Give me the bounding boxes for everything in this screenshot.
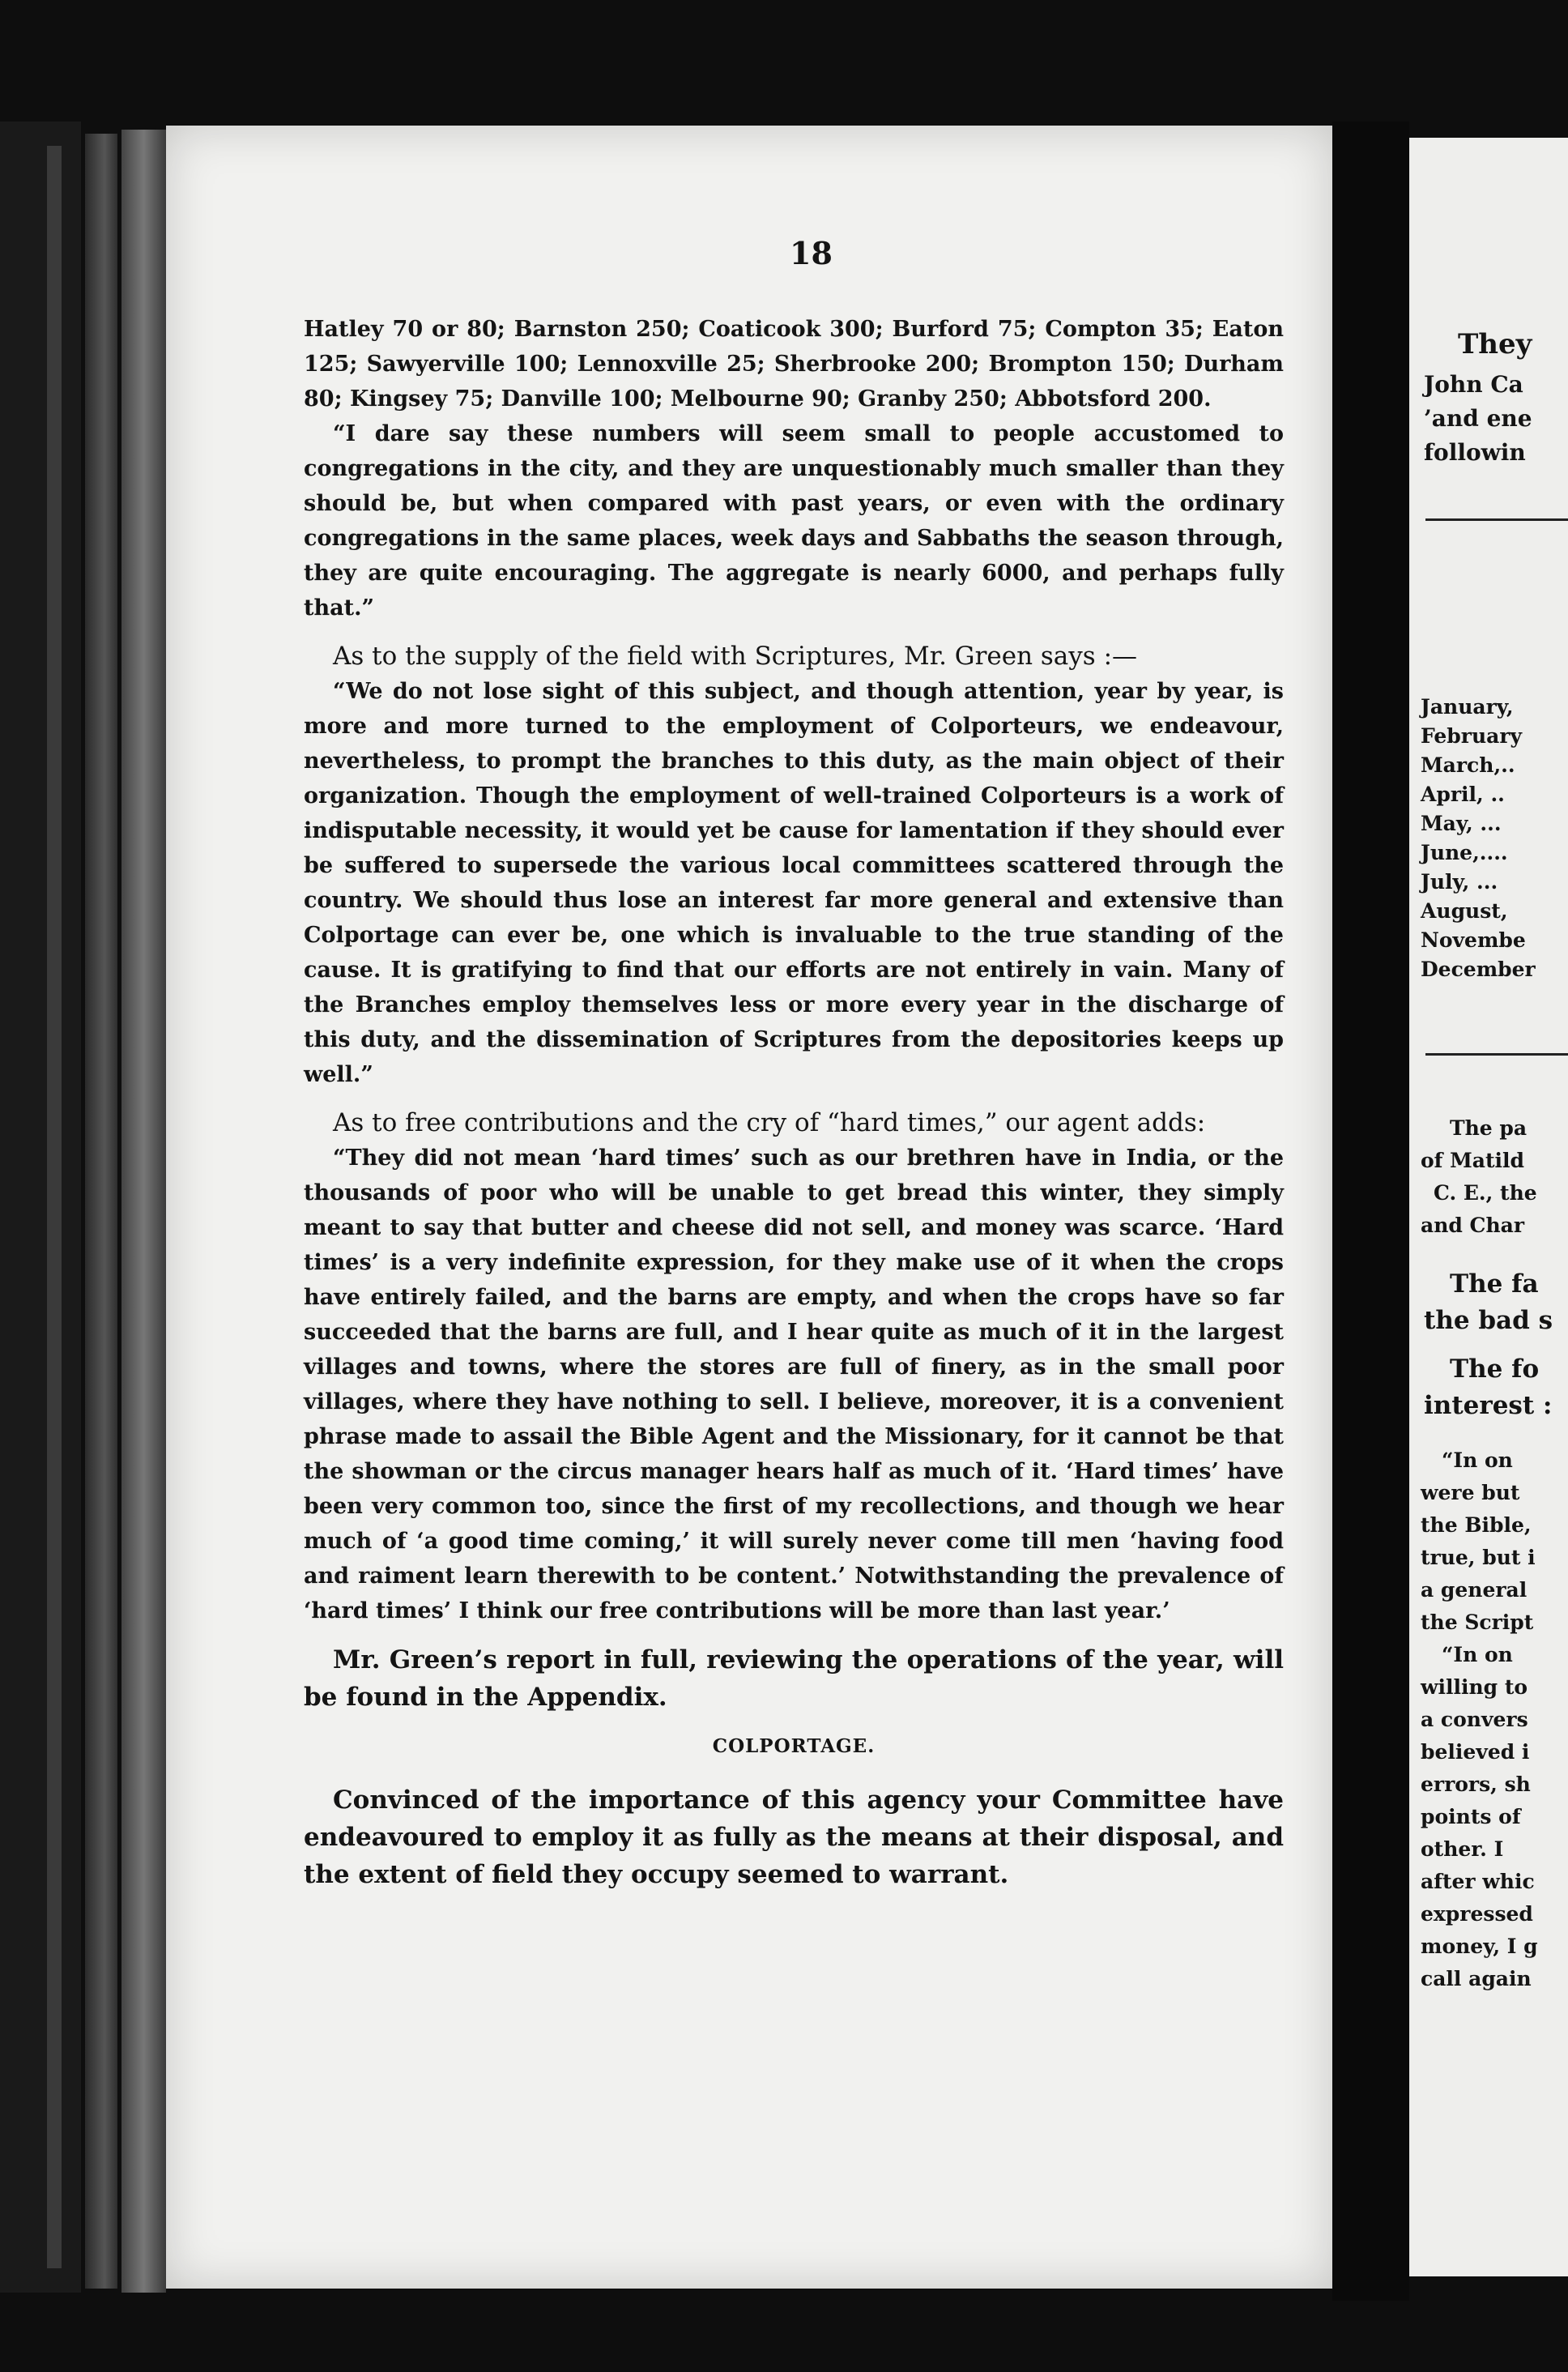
rp-line: after whic <box>1421 1870 1535 1893</box>
rp-month: May, ... <box>1421 812 1502 835</box>
rp-line: other. I <box>1421 1837 1504 1861</box>
rp-line: followin <box>1424 439 1526 466</box>
rp-month: Novembe <box>1421 928 1526 952</box>
rp-line: The pa <box>1450 1116 1528 1140</box>
rp-line: expressed <box>1421 1902 1533 1926</box>
rp-line: willing to <box>1421 1675 1528 1699</box>
paragraph-quote-scriptures: “We do not lose sight of this subject, and though attention, year by year, is more and more turned to the employment of Colporteurs, we endeavour, nevertheless, to prompt the branches to this duty, as the main object of their organization. Though the employment of well-trained Colporteurs is a work of indisputable necessity, it would yet be cause for lamentation if they should ever be suffered to supersede the various local committees scattered through the country. We should thus lose an interest far more general and extensive than Colportage can ever be, one which is invaluable to the true standing of the cause. It is gratifying to find that our efforts are not entirely in vain. Many of the Branches employ themselves less or more every year in the discharge of this duty, and the dissemination of Scriptures from the depositories keeps up well.” <box>304 679 1284 1087</box>
rp-line: “In on <box>1442 1643 1513 1666</box>
page-stack-edge <box>85 134 117 2289</box>
rp-line: believed i <box>1421 1740 1530 1764</box>
rp-line: a convers <box>1421 1708 1528 1731</box>
right-page-fragment <box>1409 138 1568 2276</box>
text-column <box>304 312 1284 1893</box>
rp-month: March,.. <box>1421 753 1515 777</box>
rp-line: The fa <box>1450 1269 1539 1299</box>
rp-line: errors, sh <box>1421 1773 1531 1796</box>
rp-month: July, ... <box>1421 870 1498 894</box>
rp-line: money, I g <box>1421 1935 1538 1958</box>
rp-line: true, but i <box>1421 1546 1536 1569</box>
rp-line: call again <box>1421 1967 1532 1990</box>
rp-line: ’and ene <box>1424 405 1532 432</box>
rp-line: John Ca <box>1424 371 1523 398</box>
rp-month: December <box>1421 958 1536 981</box>
rp-rule <box>1425 1053 1568 1056</box>
rp-line: of Matild <box>1421 1149 1525 1172</box>
paragraph-contributions-intro: As to free contributions and the cry of “hard times,” our agent adds: <box>333 1108 1206 1137</box>
rp-line: the Bible, <box>1421 1513 1532 1537</box>
book-gutter <box>1332 122 1409 2301</box>
rp-line: points of <box>1421 1805 1521 1828</box>
paragraph-colportage: Convinced of the importance of this agency your Committee have endeavoured to employ it as fully as the means at their disposal, and the extent of field they occupy seemed to warrant. <box>304 1785 1284 1889</box>
rp-month: June,.... <box>1421 841 1508 864</box>
rp-line: C. E., the <box>1434 1181 1537 1205</box>
rp-line: the bad s <box>1424 1306 1553 1335</box>
rp-line: “In on <box>1442 1448 1513 1472</box>
book-spine-shadow <box>0 122 81 2293</box>
paragraph-quote-hard-times: “They did not mean ‘hard times’ such as our brethren have in India, or the thousands of poor who will be unable to get bread this winter, they simply meant to say that butter and cheese did not sell, and money was scarce. ‘Hard times’ is a very indefinite expression, for they make use of it when the crops have entirely failed, and the barns are empty, and when the crops have so far succeeded that the barns are full, and I hear quite as much of it in the largest villages and towns, where the stores are full of finery, as in the small poor villages, where they have nothing to sell. I believe, moreover, it is a convenient phrase made to assail the Bible Agent and the Missionary, for it cannot be that the showman or the circus manager hears half as much of it. ‘Hard times’ have been very common too, since the first of my recollections, and though we hear much of ‘a good time coming,’ it will surely never come till men ‘having food and raiment learn therewith to be content.’ Notwithstanding the prevalence of ‘hard times’ I think our free contributions will be more than last year.’ <box>304 1145 1284 1623</box>
rp-rule <box>1425 518 1568 521</box>
section-heading-colportage: COLPORTAGE. <box>712 1735 876 1757</box>
rp-month: April, .. <box>1421 783 1505 806</box>
page-number: 18 <box>790 235 833 271</box>
rp-line: They <box>1458 328 1532 360</box>
rp-line: The fo <box>1450 1355 1540 1384</box>
rp-line: the Script <box>1421 1610 1534 1634</box>
paragraph-quote-numbers: “I dare say these numbers will seem small to people accustomed to congregations in the city, and they are unquestionably much smaller than they should be, but when compared with past years, or even with the ordinary congregations in the same places, week days and Sabbaths the season through, they are quite encouraging. The aggregate is nearly 6000, and perhaps fully that.” <box>304 421 1284 621</box>
rp-line: were but <box>1421 1481 1520 1504</box>
rp-line: a general <box>1421 1578 1528 1602</box>
rp-line: interest : <box>1424 1391 1553 1420</box>
paragraph-attendance-list: Hatley 70 or 80; Barnston 250; Coaticook 300; Burford 75; Compton 35; Eaton 125; Sawyerville 100; Lennoxville 25; Sherbrooke 200; Brompton 150; Durham 80; Kingsey 75; Danville 100; Melbourne 90; Granby 250; Abbotsford 200. <box>304 317 1284 412</box>
paragraph-scriptures-intro: As to the supply of the field with Scriptures, Mr. Green says :— <box>333 642 1138 671</box>
rp-month: February <box>1421 724 1523 748</box>
paragraph-report-appendix: Mr. Green’s report in full, reviewing the operations of the year, will be found in the Appendix. <box>304 1645 1284 1712</box>
rp-month: August, <box>1421 899 1508 923</box>
page-stack-edge-inner <box>121 130 166 2293</box>
book-spine-edge <box>47 146 62 2268</box>
rp-month: January, <box>1421 695 1514 719</box>
rp-line: and Char <box>1421 1214 1525 1237</box>
